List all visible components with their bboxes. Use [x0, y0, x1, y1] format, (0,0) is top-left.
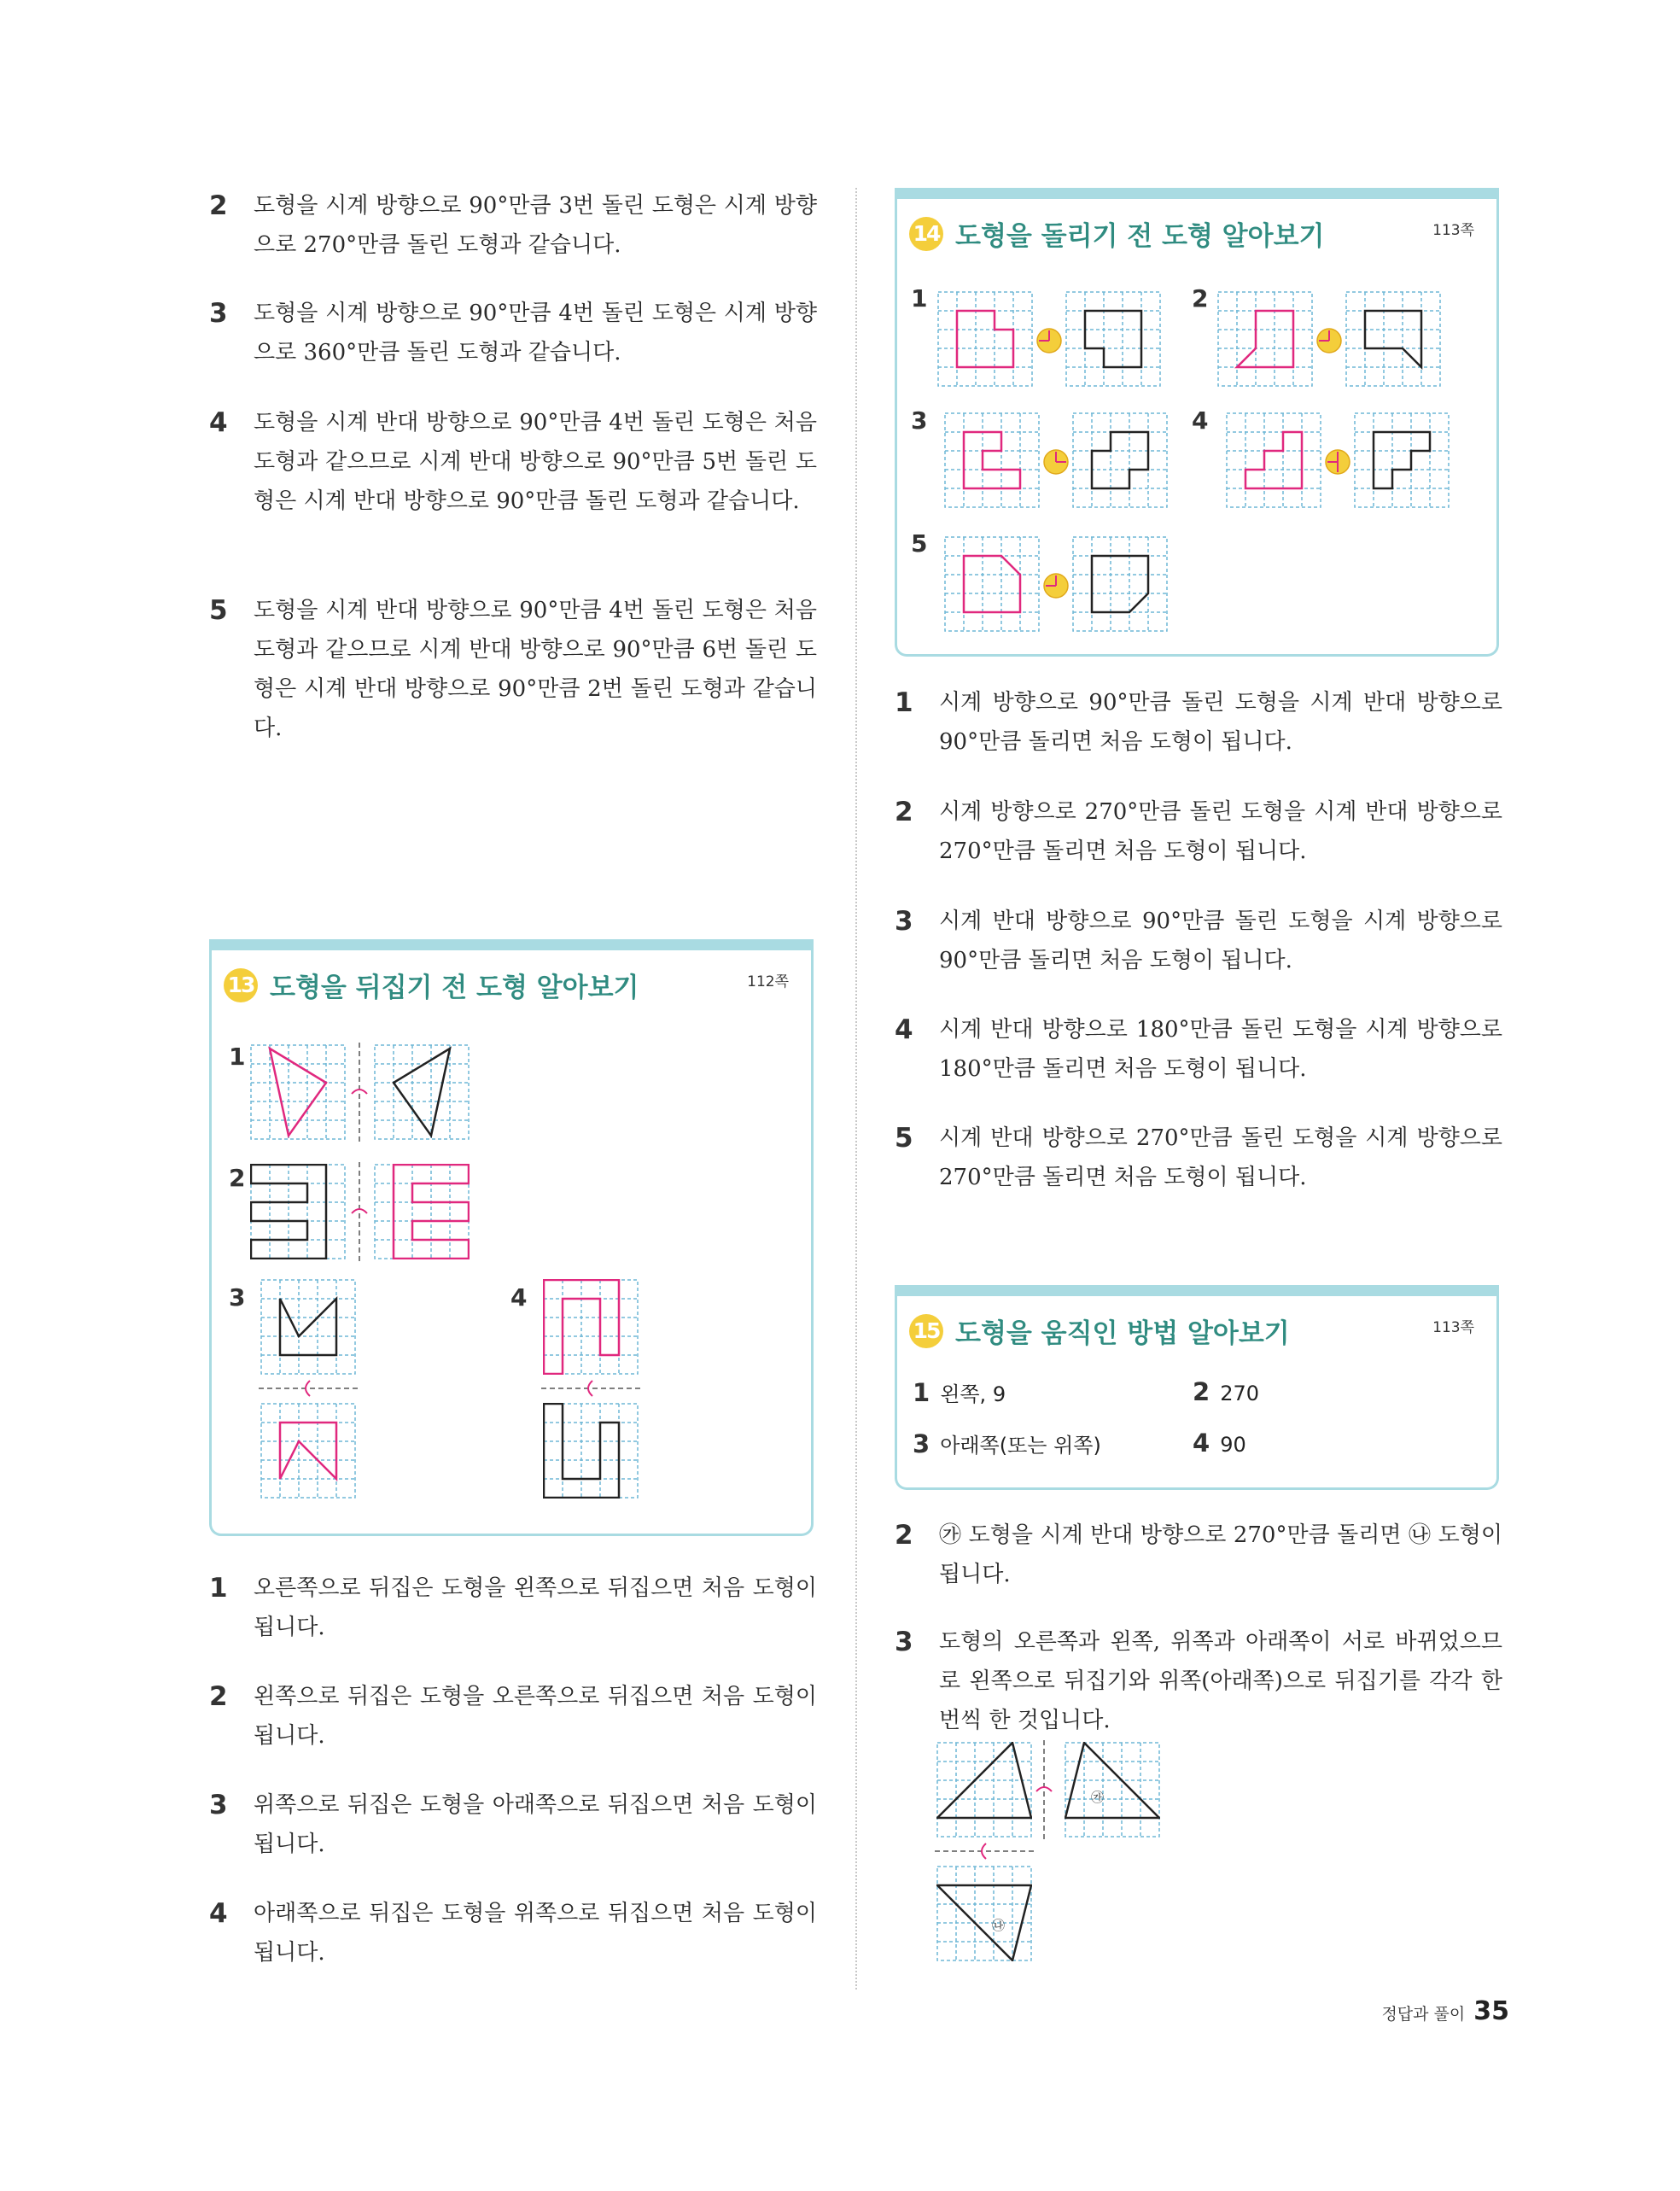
item-text: 도형의 오른쪽과 왼쪽, 위쪽과 아래쪽이 서로 바뀌었으므로 왼쪽으로 뒤집기와 위쪽(아래쪽)으로 뒤집기를 각각 한 번씩 한 것입니다.	[939, 1629, 1502, 1733]
page-reference: 112쪽	[747, 973, 789, 990]
problem-number: 2	[229, 1164, 246, 1192]
answer-item: 4 90	[1193, 1429, 1246, 1458]
item-text: 도형을 시계 반대 방향으로 90°만큼 4번 돌린 도형은 처음 도형과 같으므로 시계 반대 방향으로 90°만큼 6번 돌린 도형은 시계 반대 방향으로 90°만큼 2번 돌린 도형과 같습니다.	[254, 598, 817, 741]
item-text: 시계 방향으로 90°만큼 돌린 도형을 시계 반대 방향으로 90°만큼 돌리면 처음 도형이 됩니다.	[939, 690, 1502, 755]
problem-number: 1	[911, 284, 928, 313]
item-text: 위쪽으로 뒤집은 도형을 아래쪽으로 뒤집으면 처음 도형이 됩니다.	[254, 1792, 817, 1857]
section-badge: 13	[224, 968, 258, 1002]
problem-number: 3	[911, 406, 928, 435]
polygon-shape	[957, 311, 1013, 367]
section-title-text: 도형을 돌리기 전 도형 알아보기	[955, 221, 1325, 252]
flip-axis-icon	[1033, 1740, 1055, 1843]
grid-figure-original	[1217, 291, 1313, 387]
explanation-item	[895, 792, 1502, 871]
item-number: 1	[895, 687, 913, 718]
grid-figure-original	[936, 1742, 1032, 1838]
item-number: 3	[209, 1790, 228, 1820]
item-text: 도형을 시계 방향으로 90°만큼 4번 돌린 도형은 시계 방향으로 360°만큼 돌린 도형과 같습니다.	[254, 301, 817, 365]
section-title	[909, 1312, 1290, 1350]
grid-figure-original	[250, 1164, 346, 1259]
explanation-item	[209, 1894, 817, 1972]
explanation-item	[895, 902, 1502, 980]
m-shape	[280, 1423, 336, 1479]
item-text: 아래쪽으로 뒤집은 도형을 위쪽으로 뒤집으면 처음 도형이 됩니다.	[254, 1901, 817, 1966]
explanation-item	[895, 1119, 1502, 1197]
figure-label-ga: ㉮	[1091, 1790, 1105, 1805]
item-number: 2	[895, 797, 913, 827]
section-title	[909, 214, 1324, 253]
flip-axis-icon	[348, 1043, 370, 1145]
page-reference: 113쪽	[1432, 222, 1474, 239]
problem-number: 4	[1192, 406, 1209, 435]
section-box-13	[209, 939, 814, 1536]
grid-figure-rotated	[1065, 291, 1161, 387]
item-text: ㉮ 도형을 시계 반대 방향으로 270°만큼 돌리면 ㉯ 도형이 됩니다.	[939, 1522, 1502, 1587]
item-number: 4	[895, 1014, 913, 1045]
grid-figure-original	[1226, 412, 1321, 508]
footer-label: 정답과 풀이	[1381, 2005, 1466, 2024]
polygon-shape	[964, 432, 1020, 488]
explanation-item	[209, 403, 817, 521]
item-text: 왼쪽으로 뒤집은 도형을 오른쪽으로 뒤집으면 처음 도형이 됩니다.	[254, 1684, 817, 1749]
section-box-15	[895, 1285, 1499, 1490]
explanation-item	[209, 186, 817, 265]
grid-figure-rotated	[1354, 412, 1450, 508]
explanation-item	[209, 1785, 817, 1864]
section-title	[224, 966, 639, 1004]
item-number: 3	[895, 1627, 913, 1657]
item-number: 5	[895, 1123, 913, 1154]
item-text: 도형을 시계 반대 방향으로 90°만큼 4번 돌린 도형은 처음 도형과 같으므로 시계 반대 방향으로 90°만큼 5번 돌린 도형은 시계 반대 방향으로 90°만큼 돌린 도형과 같습니다.	[254, 410, 817, 514]
rotation-icon	[1042, 572, 1070, 599]
rotation-icon	[1042, 448, 1070, 476]
grid-figure-original	[937, 291, 1033, 387]
page-number: 35	[1473, 1996, 1509, 2026]
explanation-item	[895, 1010, 1502, 1089]
grid-figure-flipped	[374, 1164, 470, 1259]
section-title-text: 도형을 움직인 방법 알아보기	[955, 1318, 1290, 1349]
polygon-shape	[1374, 432, 1430, 488]
polygon-shape	[1365, 311, 1421, 367]
item-number: 4	[209, 407, 228, 438]
item-text: 도형을 시계 방향으로 90°만큼 3번 돌린 도형은 시계 방향으로 270°만큼 돌린 도형과 같습니다.	[254, 193, 817, 258]
grid-figure-ga	[1065, 1742, 1160, 1838]
item-text: 시계 반대 방향으로 180°만큼 돌린 도형을 시계 방향으로 180°만큼 돌리면 처음 도형이 됩니다.	[939, 1017, 1502, 1082]
rotation-icon	[1035, 327, 1063, 354]
item-number: 5	[209, 595, 228, 626]
answer-item: 1 왼쪽, 9	[913, 1378, 1006, 1407]
polygon-shape	[1092, 432, 1148, 488]
explanation-item	[895, 683, 1502, 762]
grid-figure-rotated	[1072, 536, 1168, 632]
m-shape	[280, 1299, 336, 1355]
item-number: 2	[209, 190, 228, 221]
triangle-shape	[394, 1049, 450, 1136]
item-text: 시계 방향으로 270°만큼 돌린 도형을 시계 반대 방향으로 270°만큼 돌리면 처음 도형이 됩니다.	[939, 799, 1502, 864]
problem-number: 5	[911, 529, 928, 558]
item-text: 시계 반대 방향으로 90°만큼 돌린 도형을 시계 방향으로 90°만큼 돌리면 처음 도형이 됩니다.	[939, 909, 1502, 973]
grid-figure-flipped	[543, 1403, 639, 1499]
item-number: 3	[209, 298, 228, 329]
flip-axis-icon	[348, 1162, 370, 1265]
page-footer	[1381, 1996, 1509, 2026]
answer-item: 2 270	[1193, 1377, 1259, 1406]
section-box-14	[895, 188, 1499, 657]
item-number: 3	[895, 906, 913, 937]
triangle-shape	[270, 1049, 326, 1136]
problem-number: 4	[510, 1283, 528, 1312]
section-badge: 15	[909, 1314, 943, 1348]
polygon-shape	[1092, 556, 1148, 612]
explanation-item	[209, 1677, 817, 1756]
item-text: 시계 반대 방향으로 270°만큼 돌린 도형을 시계 방향으로 270°만큼 돌리면 처음 도형이 됩니다.	[939, 1125, 1502, 1190]
polygon-shape	[1085, 311, 1141, 367]
grid-figure-flipped	[260, 1403, 356, 1499]
explanation-item	[209, 591, 817, 748]
explanation-item	[895, 1516, 1502, 1594]
answer-item: 3 아래쪽(또는 위쪽)	[913, 1429, 1101, 1458]
item-number: 4	[209, 1898, 228, 1929]
problem-number: 1	[229, 1043, 246, 1071]
polygon-shape	[1245, 432, 1302, 488]
grid-figure-original	[543, 1279, 639, 1375]
rotation-icon	[1324, 448, 1351, 476]
grid-figure-original	[250, 1044, 346, 1140]
grid-figure-flipped	[374, 1044, 470, 1140]
problem-number: 3	[229, 1283, 246, 1312]
figure-label-na: ㉯	[992, 1918, 1006, 1933]
polygon-shape	[964, 556, 1020, 612]
section-badge: 14	[909, 217, 943, 251]
problem-number: 2	[1192, 284, 1209, 313]
grid-figure-original	[944, 412, 1040, 508]
flip-axis-icon	[259, 1377, 361, 1399]
item-number: 2	[209, 1681, 228, 1712]
page-reference: 113쪽	[1432, 1319, 1474, 1336]
grid-figure-rotated	[1072, 412, 1168, 508]
item-number: 1	[209, 1573, 228, 1604]
rotation-icon	[1315, 327, 1343, 354]
column-divider	[855, 188, 857, 1989]
item-number: 2	[895, 1520, 913, 1551]
grid-figure-original	[944, 536, 1040, 632]
grid-figure-na	[936, 1866, 1032, 1961]
flip-axis-icon	[935, 1840, 1037, 1862]
explanation-item	[209, 294, 817, 372]
explanation-item	[209, 1569, 817, 1647]
item-text: 오른쪽으로 뒤집은 도형을 왼쪽으로 뒤집으면 처음 도형이 됩니다.	[254, 1575, 817, 1640]
grid-figure-rotated	[1345, 291, 1441, 387]
section-title-text: 도형을 뒤집기 전 도형 알아보기	[270, 973, 639, 1003]
explanation-item	[895, 1622, 1502, 1740]
grid-figure-original	[260, 1279, 356, 1375]
polygon-shape	[1237, 311, 1293, 367]
flip-axis-icon	[541, 1377, 644, 1399]
